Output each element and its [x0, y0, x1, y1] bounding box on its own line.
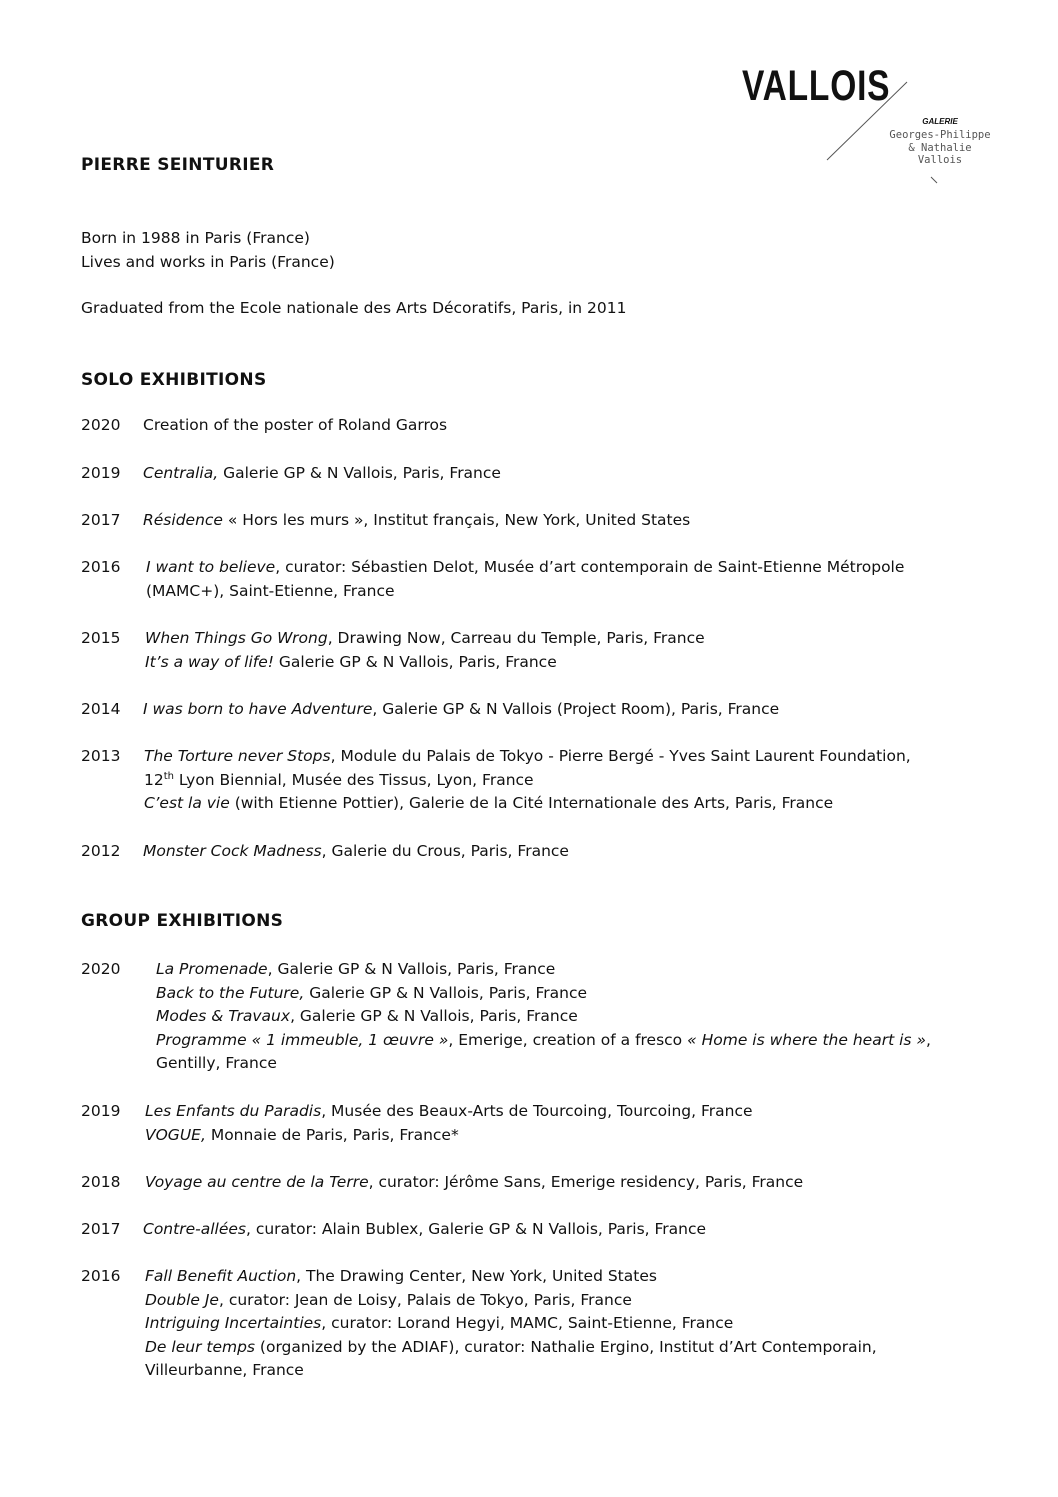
exhibition-title: Voyage au centre de la Terre	[145, 1173, 369, 1191]
bio-born: Born in 1988 in Paris (France)	[81, 229, 310, 247]
exhibition-details: Galerie GP & N Vallois, Paris, France	[218, 464, 501, 482]
bio-graduated: Graduated from the Ecole nationale des Arts Décoratifs, Paris, in 2011	[81, 299, 627, 317]
exhibition-title: Contre-allées	[143, 1220, 246, 1238]
logo-owner-names	[870, 129, 1010, 167]
exhibition-title: Les Enfants du Paradis	[145, 1102, 322, 1120]
exhibition-line	[143, 1218, 706, 1242]
logo-wordmark: VALLOIS	[742, 62, 891, 110]
logo-name-line: & Nathalie	[908, 141, 972, 154]
exhibition-year: 2018	[81, 1173, 121, 1191]
exhibition-line	[156, 982, 931, 1006]
exhibition-line	[143, 509, 690, 533]
exhibition-details: , Galerie GP & N Vallois, Paris, France	[267, 960, 556, 978]
exhibition-details: , curator: Lorand Hegyi, MAMC, Saint-Etienne, France	[321, 1314, 734, 1332]
exhibition-line	[145, 1265, 877, 1289]
exhibition-line	[145, 627, 705, 651]
exhibition-line	[143, 414, 447, 438]
exhibition-line	[143, 462, 501, 486]
exhibition-details: , curator: Jean de Loisy, Palais de Tokyo, Paris, France	[218, 1290, 632, 1309]
exhibition-line	[146, 556, 904, 580]
gallery-logo	[730, 60, 1000, 190]
exhibition-title: VOGUE,	[145, 1125, 206, 1144]
exhibition-details: Gentilly, France	[156, 1054, 277, 1072]
exhibition-title: The Torture never Stops	[144, 747, 331, 765]
artist-name: PIERRE SEINTURIER	[81, 155, 275, 175]
exhibition-line	[145, 1336, 877, 1360]
exhibition-title: De leur temps	[145, 1337, 255, 1356]
exhibition-details: , Galerie GP & N Vallois, Paris, France	[290, 1007, 578, 1025]
exhibition-details: , Drawing Now, Carreau du Temple, Paris, France	[327, 629, 705, 647]
exhibition-details: Creation of the poster of Roland Garros	[143, 416, 448, 434]
exhibition-line	[143, 840, 569, 864]
exhibition-line	[144, 745, 911, 769]
exhibition-line	[145, 1171, 803, 1195]
exhibition-details: 12	[144, 770, 164, 789]
exhibition-line	[143, 698, 779, 722]
exhibition-year: 2012	[81, 842, 121, 860]
exhibition-line	[145, 1312, 877, 1336]
exhibition-details: , The Drawing Center, New York, United States	[296, 1267, 657, 1285]
exhibition-details: th	[163, 770, 174, 782]
logo-name-line: Georges-Philippe	[889, 129, 991, 141]
exhibition-line	[145, 1100, 753, 1124]
exhibition-line	[156, 1029, 931, 1053]
exhibition-line	[156, 958, 931, 982]
exhibition-details: (with Etienne Pottier), Galerie de la Cité Internationale des Arts, Paris, France	[229, 794, 834, 812]
exhibition-year: 2020	[81, 416, 121, 434]
exhibition-title: Résidence	[143, 511, 223, 529]
exhibition-title: « Home is where the heart is »	[687, 1030, 926, 1049]
exhibition-title: Programme « 1 immeuble, 1 œuvre »	[156, 1030, 449, 1049]
exhibition-title: I was born to have Adventure	[143, 700, 373, 718]
exhibition-line	[145, 651, 705, 675]
exhibition-title: La Promenade	[156, 960, 268, 978]
group-exhibitions-heading: GROUP EXHIBITIONS	[81, 911, 284, 931]
logo-galerie-label: GALERIE	[922, 117, 958, 126]
exhibition-year: 2017	[81, 511, 121, 529]
exhibition-title: C’est la vie	[144, 794, 230, 812]
exhibition-line	[156, 1005, 931, 1029]
exhibition-year: 2016	[81, 558, 121, 576]
exhibition-details: ,	[925, 1030, 931, 1049]
exhibition-title: Monster Cock Madness	[143, 842, 322, 860]
exhibition-line	[145, 1359, 877, 1383]
exhibition-year: 2014	[81, 700, 121, 718]
logo-name-line: Vallois	[917, 154, 963, 166]
exhibition-details: , curator: Alain Bublex, Galerie GP & N Vallois, Paris, France	[245, 1220, 707, 1238]
exhibition-year: 2019	[81, 464, 121, 482]
bio-lives: Lives and works in Paris (France)	[81, 253, 335, 271]
exhibition-year: 2017	[81, 1220, 121, 1238]
exhibition-line	[146, 580, 904, 604]
exhibition-details: Galerie GP & N Vallois, Paris, France	[273, 652, 557, 671]
solo-exhibitions-heading: SOLO EXHIBITIONS	[81, 370, 267, 390]
exhibition-details: , curator: Sébastien Delot, Musée d’art contemporain de Saint-Etienne Métropole	[275, 558, 905, 576]
exhibition-details: Galerie GP & N Vallois, Paris, France	[304, 983, 588, 1002]
exhibition-details: « Hors les murs », Institut français, New York, United States	[222, 511, 691, 529]
exhibition-details: , Emerige, creation of a fresco	[448, 1030, 688, 1049]
exhibition-line	[156, 1052, 931, 1076]
exhibition-details: (MAMC+), Saint-Etienne, France	[146, 581, 395, 600]
exhibition-details: , Module du Palais de Tokyo - Pierre Bergé - Yves Saint Laurent Foundation,	[330, 747, 911, 765]
exhibition-title: I want to believe	[146, 558, 276, 576]
exhibition-details: , Galerie du Crous, Paris, France	[321, 842, 569, 860]
exhibition-title: Double Je	[145, 1290, 219, 1309]
exhibition-title: It’s a way of life!	[145, 652, 274, 671]
exhibition-line	[145, 1124, 753, 1148]
exhibition-line	[145, 1289, 877, 1313]
exhibition-details: (organized by the ADIAF), curator: Nathalie Ergino, Institut d’Art Contemporain,	[255, 1337, 877, 1356]
exhibition-year: 2019	[81, 1102, 121, 1120]
exhibition-title: Modes & Travaux	[156, 1007, 291, 1025]
exhibition-year: 2015	[81, 629, 121, 647]
exhibition-details: Villeurbanne, France	[145, 1361, 304, 1379]
exhibition-details: , curator: Jérôme Sans, Emerige residency, Paris, France	[368, 1173, 804, 1191]
exhibition-year: 2013	[81, 747, 121, 765]
exhibition-title: Back to the Future,	[156, 983, 305, 1002]
exhibition-line	[144, 769, 911, 793]
exhibition-details: Lyon Biennial, Musée des Tissus, Lyon, France	[174, 770, 534, 789]
exhibition-details: , Musée des Beaux-Arts de Tourcoing, Tourcoing, France	[321, 1102, 753, 1120]
exhibition-details: , Galerie GP & N Vallois (Project Room), Paris, France	[372, 700, 780, 718]
exhibition-title: Centralia,	[143, 464, 219, 482]
exhibition-title: Fall Benefit Auction	[145, 1267, 297, 1285]
exhibition-year: 2020	[81, 960, 121, 978]
exhibition-line	[144, 792, 911, 816]
exhibition-title: When Things Go Wrong	[145, 629, 328, 647]
exhibition-title: Intriguing Incertainties	[145, 1314, 322, 1332]
exhibition-year: 2016	[81, 1267, 121, 1285]
biography	[81, 226, 626, 320]
exhibition-details: Monnaie de Paris, Paris, France*	[205, 1125, 459, 1144]
